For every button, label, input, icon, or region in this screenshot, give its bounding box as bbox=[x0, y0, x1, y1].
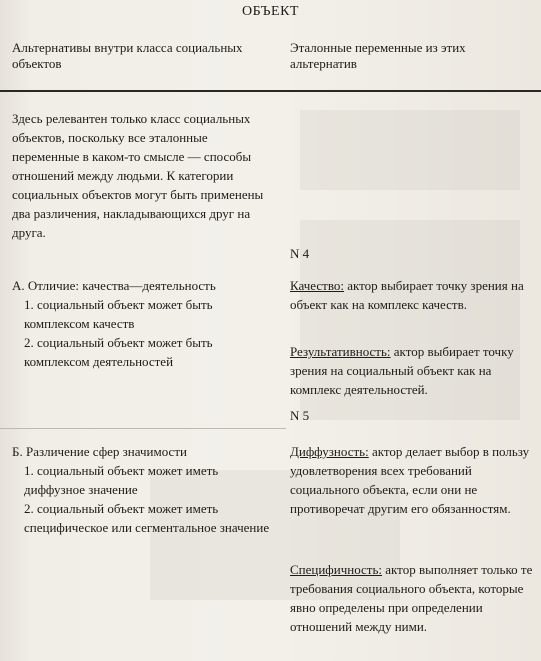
header-right: Эталонные переменные из этих альтернатив bbox=[290, 40, 466, 71]
specific-definition bbox=[290, 560, 533, 636]
bleed-through-shadow bbox=[300, 110, 520, 190]
section-b-item-2: 2. социальный объект может иметь специфическое или сегментальное значение bbox=[24, 501, 270, 535]
quality-term: Качество: bbox=[290, 278, 344, 293]
diffuse-text: актор делает выбор в пользу удовлетворения всех требований социального объекта, если они не противоречат другим его обязанностям. bbox=[290, 444, 530, 516]
section-b bbox=[12, 442, 276, 537]
quality-text: актор выбирает точку зрения на объект как на комплекс качеств. bbox=[290, 278, 524, 312]
diffuse-term: Диффузность: bbox=[290, 444, 369, 459]
section-a-item-1: 1. социальный объект может быть комплексом качеств bbox=[24, 297, 213, 331]
intro-text: Здесь релевантен только класс социальных объектов, поскольку все эталонные переменные в каком-то смысле — способы отношений между людьми. К категории социальных объектов могут быть применены два различения, накладывающихся друг на друга. bbox=[12, 111, 264, 240]
section-separator bbox=[0, 428, 286, 429]
n4-label bbox=[290, 244, 533, 263]
quality-definition bbox=[290, 276, 533, 314]
specific-text: актор выполняет только те требования социального объекта, которые явно определены при определении отношений между ними. bbox=[290, 562, 533, 634]
section-b-heading: Б. Различение сфер значимости bbox=[12, 444, 187, 459]
n5-label bbox=[290, 406, 533, 425]
section-a-item-2: 2. социальный объект может быть комплексом деятельностей bbox=[24, 335, 213, 369]
performance-text: актор выбирает точку зрения на социальный объект как на комплекс деятельностей. bbox=[290, 344, 514, 397]
specific-term: Специфичность: bbox=[290, 562, 383, 577]
section-a-heading: А. Отличие: качества—деятельность bbox=[12, 278, 216, 293]
header-left: Альтернативы внутри класса социальных объектов bbox=[12, 40, 243, 71]
page-title: ОБЪЕКТ bbox=[242, 4, 299, 19]
n4-number: N 4 bbox=[290, 246, 310, 261]
section-a bbox=[12, 276, 276, 371]
performance-term: Результативность: bbox=[290, 344, 391, 359]
diffuse-definition bbox=[290, 442, 533, 518]
performance-definition bbox=[290, 342, 533, 399]
n5-number: N 5 bbox=[290, 408, 310, 423]
section-b-item-1: 1. социальный объект может иметь диффузное значение bbox=[24, 463, 219, 497]
intro-paragraph bbox=[12, 109, 276, 242]
header-rule bbox=[0, 90, 541, 92]
